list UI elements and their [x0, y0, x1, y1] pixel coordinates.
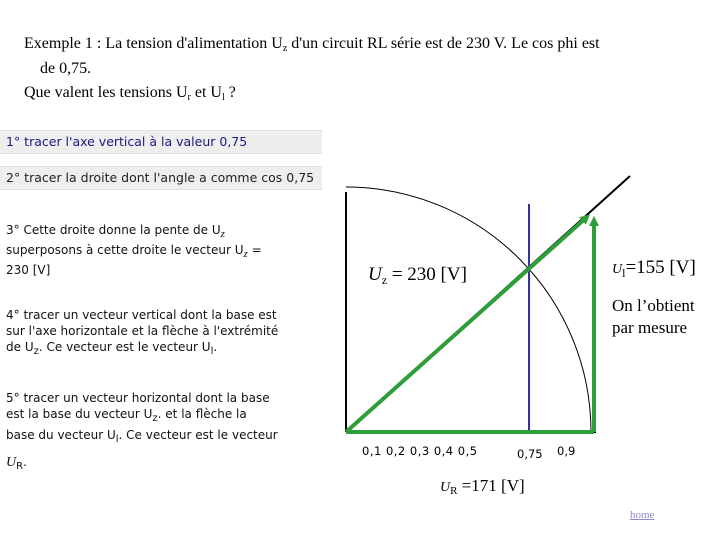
question: Que valent les tensions $U_r$ et $U_l$ ? — [24, 84, 236, 103]
step-2: 2° tracer la droite dont l'angle a comme cos 0,75 — [6, 170, 315, 185]
tick-label-075: 0,75 — [517, 447, 543, 461]
step-5: 5° tracer un vecteur horizontal dont la base est la base du vecteur $U_z$. et la flèche la base du vecteur $U_l$. Ce vecteur est le vecteur $U_R$. — [6, 391, 278, 472]
step-1: 1° tracer l'axe vertical à la valeur 0,75 — [6, 134, 248, 149]
measure-note: On l’obtient par mesure — [612, 296, 695, 337]
tick-labels-group: 0,1 0,2 0,3 0,4 0,5 — [362, 444, 478, 458]
tick-label-09: 0,9 — [557, 444, 576, 458]
uz-vector — [346, 217, 587, 432]
ul-label: $U_l=155$ [V] — [612, 257, 696, 280]
statement-line-1: Exemple 1 : La tension d'alimentation $U_z$ d'un circuit RL série est de 230 V. Le cos phi est — [24, 35, 600, 54]
home-link[interactable]: home — [630, 509, 655, 521]
step-3: 3° Cette droite donne la pente de Uz superposons à cette droite le vecteur Uz = 230 [V] — [6, 223, 262, 277]
step-4: 4° tracer un vecteur vertical dont la base est sur l'axe horizontale et la flèche à l'extrémité de $U_z$. Ce vecteur est le vecteur $U_l$. — [6, 308, 279, 357]
uz-label: $U_z = 230$ [V] — [368, 264, 467, 287]
unit-circle-arc — [346, 187, 591, 432]
statement-line-2: de 0,75. — [40, 60, 92, 77]
ur-label: UR =171 [V] — [440, 476, 525, 497]
